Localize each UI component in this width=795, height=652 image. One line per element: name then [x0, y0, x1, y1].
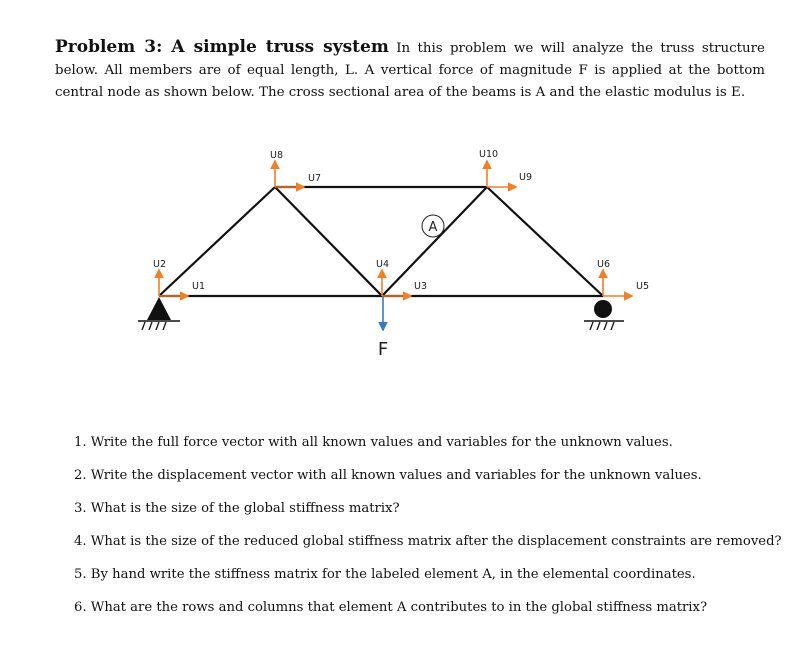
force-label: F: [377, 339, 389, 360]
problem-text: In this problem we will analyze the truss structure below. All members are of equal length, L. A vertical force of magnitude F is applied at the bottom central node as shown below. The cross sectional area of the beams is A and the elastic modulus is E.: [55, 41, 765, 100]
problem-title: Problem 3: A simple truss system: [55, 37, 389, 57]
dof-label-u10: U10: [479, 149, 499, 160]
question-item: 5. By hand write the stiffness matrix for the labeled element A, in the elemental coordinates.: [74, 567, 696, 582]
dof-label-u5: U5: [636, 281, 649, 292]
dof-label-u4: U4: [376, 259, 389, 270]
truss-members: [159, 187, 603, 296]
dof-label-u9: U9: [519, 172, 532, 183]
dof-label-u3: U3: [414, 281, 427, 292]
pin-support-icon: [138, 297, 180, 330]
question-item: 2. Write the displacement vector with all known values and variables for the unknown values.: [74, 468, 702, 483]
roller-support-icon: [584, 300, 624, 330]
question-item: 1. Write the full force vector with all known values and variables for the unknown values.: [74, 435, 673, 450]
dof-label-u8: U8: [270, 150, 283, 161]
question-item: 6. What are the rows and columns that element A contributes to in the global stiffness matrix?: [74, 600, 708, 615]
dof-label-u1: U1: [192, 281, 205, 292]
dof-label-u7: U7: [308, 173, 321, 184]
dof-label-u6: U6: [597, 259, 610, 270]
question-list: [74, 432, 782, 630]
element-a-label: A: [428, 220, 438, 235]
question-item: 3. What is the size of the global stiffness matrix?: [74, 501, 400, 516]
dof-label-u2: U2: [153, 259, 166, 270]
question-item: 4. What is the size of the reduced global stiffness matrix after the displacement constraints are removed?: [74, 534, 782, 549]
